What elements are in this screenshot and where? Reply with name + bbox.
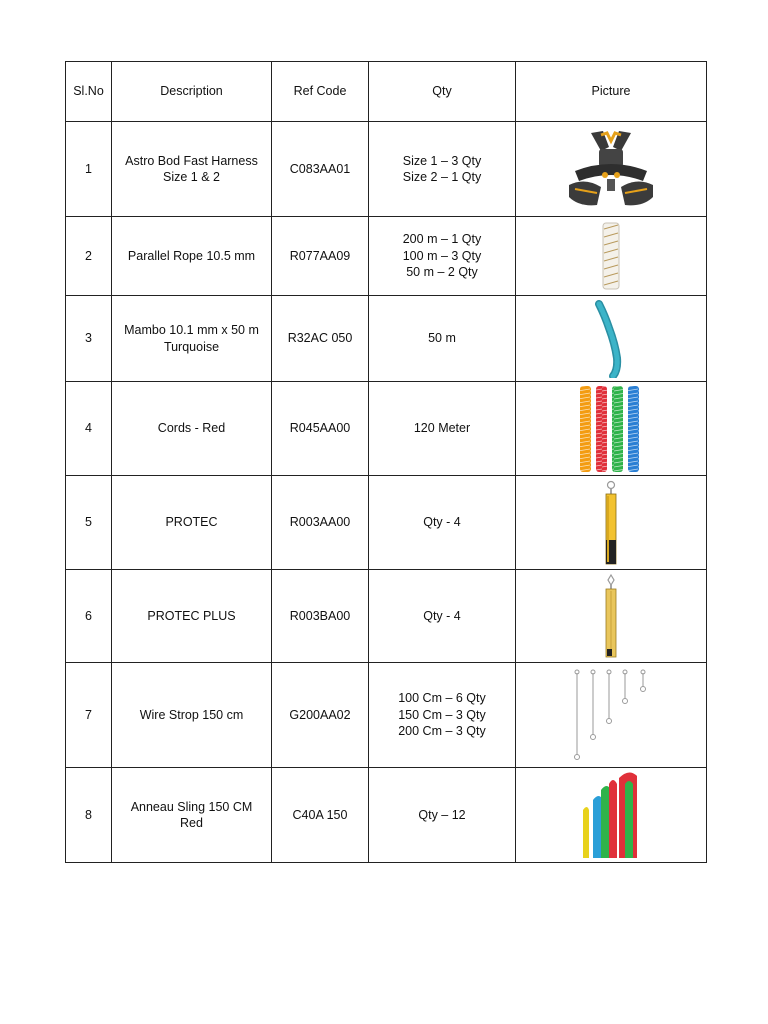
rope-protector-plus-image — [599, 573, 623, 659]
description-line: Turquoise — [163, 339, 220, 354]
cell-picture — [516, 476, 707, 570]
qty-line: 100 m – 3 Qty — [402, 248, 482, 263]
cell-sl-no: 4 — [66, 382, 112, 476]
header-sl-no: Sl.No — [66, 62, 112, 122]
qty-line: 200 Cm – 3 Qty — [398, 724, 486, 739]
wire-strops-image — [571, 669, 651, 761]
cell-picture — [516, 296, 707, 382]
table-row — [66, 570, 707, 663]
qty-line: 50 m – 2 Qty — [406, 265, 478, 280]
cell-description — [112, 122, 272, 217]
cell-description — [112, 476, 272, 570]
description-line: Anneau Sling 150 CM — [130, 799, 253, 814]
cell-picture — [516, 768, 707, 863]
cell-qty — [369, 476, 516, 570]
table-row — [66, 663, 707, 768]
cell-sl-no: 6 — [66, 570, 112, 663]
qty-line: Qty - 4 — [423, 515, 461, 530]
cell-sl-no: 1 — [66, 122, 112, 217]
cell-picture — [516, 122, 707, 217]
cell-qty — [369, 122, 516, 217]
rope-coil-image — [596, 221, 626, 291]
description-line: Parallel Rope 10.5 mm — [127, 248, 256, 263]
table-row — [66, 768, 707, 863]
qty-line: 200 m – 1 Qty — [402, 232, 482, 247]
header-qty: Qty — [369, 62, 516, 122]
table-header-row — [66, 62, 707, 122]
cell-ref-code: R077AA09 — [272, 217, 369, 296]
description-line: Size 1 & 2 — [163, 170, 220, 184]
slings-image — [579, 770, 643, 860]
description-line: Wire Strop 150 cm — [139, 707, 244, 722]
cell-qty — [369, 382, 516, 476]
cell-qty — [369, 296, 516, 382]
cell-sl-no: 2 — [66, 217, 112, 296]
cell-description — [112, 296, 272, 382]
description-line: PROTEC PLUS — [147, 608, 236, 623]
qty-line: 100 Cm – 6 Qty — [398, 691, 486, 706]
turquoise-rope-image — [591, 300, 631, 378]
cell-qty — [369, 663, 516, 768]
cell-picture — [516, 217, 707, 296]
header-picture: Picture — [516, 62, 707, 122]
qty-line: Size 1 – 3 Qty — [402, 153, 482, 168]
cell-ref-code: G200AA02 — [272, 663, 369, 768]
rope-protector-image — [599, 480, 623, 566]
cell-ref-code: R003BA00 — [272, 570, 369, 663]
cell-picture — [516, 570, 707, 663]
header-ref-code: Ref Code — [272, 62, 369, 122]
cell-ref-code: R003AA00 — [272, 476, 369, 570]
cell-sl-no: 3 — [66, 296, 112, 382]
cell-qty — [369, 570, 516, 663]
description-line: Red — [180, 816, 203, 830]
table-row — [66, 122, 707, 217]
cell-sl-no: 8 — [66, 768, 112, 863]
cell-picture — [516, 382, 707, 476]
cell-description — [112, 570, 272, 663]
table-row — [66, 382, 707, 476]
cell-qty — [369, 217, 516, 296]
qty-line: 120 Meter — [413, 421, 471, 436]
description-line: Cords - Red — [157, 421, 226, 436]
cell-sl-no: 7 — [66, 663, 112, 768]
table-row — [66, 217, 707, 296]
cell-ref-code: C40A 150 — [272, 768, 369, 863]
qty-line: 150 Cm – 3 Qty — [398, 707, 486, 722]
cell-description — [112, 663, 272, 768]
cell-description — [112, 768, 272, 863]
harness-image — [561, 127, 661, 211]
cell-description — [112, 382, 272, 476]
table-row — [66, 476, 707, 570]
table-row — [66, 296, 707, 382]
qty-line: Size 2 – 1 Qty — [402, 170, 482, 184]
qty-line: Qty – 12 — [418, 807, 466, 822]
cell-ref-code: R045AA00 — [272, 382, 369, 476]
cords-image — [578, 384, 644, 474]
cell-ref-code: C083AA01 — [272, 122, 369, 217]
description-line: Astro Bod Fast Harness — [125, 153, 258, 168]
cell-picture — [516, 663, 707, 768]
description-line: Mambo 10.1 mm x 50 m — [124, 323, 259, 337]
cell-description — [112, 217, 272, 296]
cell-ref-code: R32AC 050 — [272, 296, 369, 382]
header-description: Description — [112, 62, 272, 122]
cell-sl-no: 5 — [66, 476, 112, 570]
cell-qty — [369, 768, 516, 863]
inventory-table — [65, 61, 707, 863]
qty-line: 50 m — [428, 331, 456, 346]
qty-line: Qty - 4 — [423, 608, 461, 623]
description-line: PROTEC — [165, 515, 218, 530]
